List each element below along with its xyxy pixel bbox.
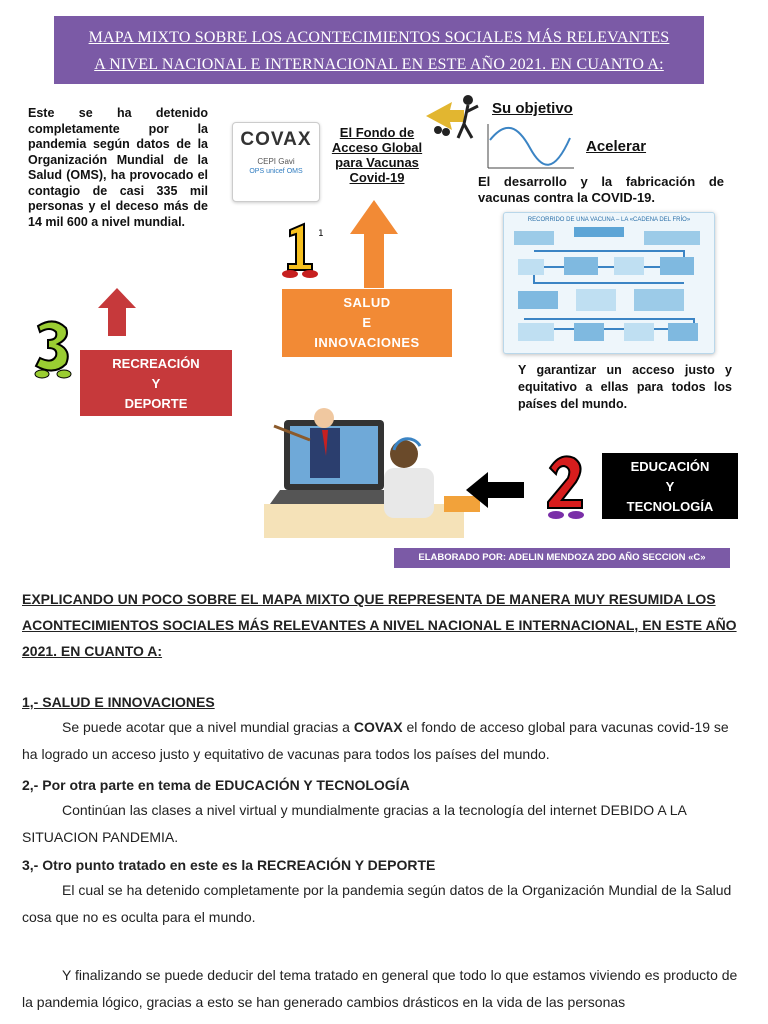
number-two-character-icon: [540, 452, 592, 522]
desarrollo-vacunas-text: El desarrollo y la fabricación de vacunas contra la COVID-19.: [478, 174, 724, 204]
covax-partners: CEPI Gavi: [257, 157, 295, 166]
arrow-up-orange-icon: [348, 200, 400, 290]
sine-graph-icon: [484, 122, 576, 172]
category-educacion-tecnologia: [602, 453, 738, 519]
cold-chain-caption: RECORRIDO DE UNA VACUNA – LA «CADENA DEL FRÍO»: [527, 217, 691, 223]
closing-paragraph: Y finalizando se puede deducir del tema tratado en general que todo lo que estamos viviendo es producto de la pandemia lógico, gracias a esto se han generado cambios drásticos en la vida de las personas: [22, 967, 738, 1010]
section-1-heading: 1,- SALUD E INNOVACIONES: [22, 694, 215, 710]
recreacion-line1: RECREACIÓN: [112, 356, 200, 371]
recreacion-description: Este se ha detenido completamente por la pandemia según datos de la Organización Mundial de la Salud (OMS), ha provocado el contagio de casi 335 mil personas y el deceso más de 14 mil 600 a nivel mundial.: [28, 106, 208, 229]
arrow-left-black-icon: [466, 470, 526, 510]
author-credit: ELABORADO POR: ADELIN MENDOZA 2DO AÑO SECCION «C»: [394, 548, 730, 568]
educacion-line3: TECNOLOGÍA: [626, 499, 714, 514]
salud-line1: SALUD: [343, 295, 391, 310]
category-recreacion-deporte: [80, 350, 232, 416]
covax-logo-text: COVAX: [240, 129, 312, 150]
section-3: [22, 857, 744, 931]
cold-chain-illustration: [504, 223, 714, 349]
section-1-body: [22, 714, 744, 768]
salud-line2: E: [362, 315, 372, 330]
section-3-heading: [22, 857, 744, 873]
cold-chain-infographic: [503, 212, 715, 354]
section-3-heading-caps: RECREACIÓN Y DEPORTE: [256, 857, 436, 873]
section-1-body-pre: Se puede acotar que a nivel mundial gracias a: [62, 719, 354, 735]
section-2-heading-caps: EDUCACIÓN Y TECNOLOGÍA: [214, 777, 410, 793]
section-2: [22, 777, 744, 851]
number-three-character-icon: [28, 318, 80, 380]
covax-bold: COVAX: [353, 719, 403, 735]
section-2-body: Continúan las clases a nivel virtual y mundialmente gracias a la tecnología del internet DEBIDO A LA SITUACION PANDEMIA.: [22, 802, 687, 845]
section-2-heading: [22, 777, 744, 793]
map-title-banner: [54, 16, 704, 84]
educacion-line1: EDUCACIÓN: [630, 459, 710, 474]
category-salud-innovaciones: [282, 289, 452, 357]
section-3-body: El cual se ha detenido completamente por la pandemia según datos de la Organización Mundial de la Salud cosa que no es oculta para el mundo.: [22, 882, 732, 925]
su-objetivo-label: Su objetivo: [492, 100, 573, 117]
people-pushing-arrow-icon: [424, 92, 488, 142]
recreacion-line2: Y: [151, 376, 161, 391]
garantizar-acceso-text: Y garantizar un acceso justo y equitativo a ellas para todos los países del mundo.: [518, 363, 732, 411]
educacion-line2: Y: [665, 479, 675, 494]
map-title-line2: A NIVEL NACIONAL E INTERNACIONAL EN ESTE AÑO 2021. EN CUANTO A:: [94, 56, 664, 73]
num1-mark: 1: [318, 229, 324, 239]
number-one-character-icon: [276, 222, 326, 280]
arrow-up-red-icon: [96, 288, 138, 338]
map-title-line1: MAPA MIXTO SOBRE LOS ACONTECIMIENTOS SOCIALES MÁS RELEVANTES: [88, 29, 670, 46]
section-3-heading-pre: 3,- Otro punto tratado en este es la: [22, 857, 257, 873]
fondo-acceso-global-text: El Fondo de Acceso Global para Vacunas Covid-19: [331, 125, 423, 185]
covax-logo-card: [232, 122, 320, 202]
salud-line3: INNOVACIONES: [314, 335, 420, 350]
acelerar-label: Acelerar: [586, 138, 647, 155]
section-1-body-post: el fondo de acceso global para vacunas covid-19 se ha logrado un acceso justo y equitativo de vacunas para todos los países del mundo.: [22, 719, 729, 762]
section-1: [22, 694, 744, 768]
document-title: EXPLICANDO UN POCO SOBRE EL MAPA MIXTO QUE REPRESENTA DE MANERA MUY RESUMIDA LOS ACONTECIMIENTOS SOCIALES MÁS RELEVANTES A NIVEL NACIONAL E INTERNACIONAL, EN ESTE AÑO 2021. EN CUANTO A:: [22, 591, 737, 659]
section-2-heading-pre: 2,- Por otra parte en tema de: [22, 777, 215, 793]
recreacion-line3: DEPORTE: [124, 396, 188, 411]
covax-partners-2: OPS unicef OMS: [249, 168, 303, 175]
online-class-illustration: [244, 396, 484, 538]
